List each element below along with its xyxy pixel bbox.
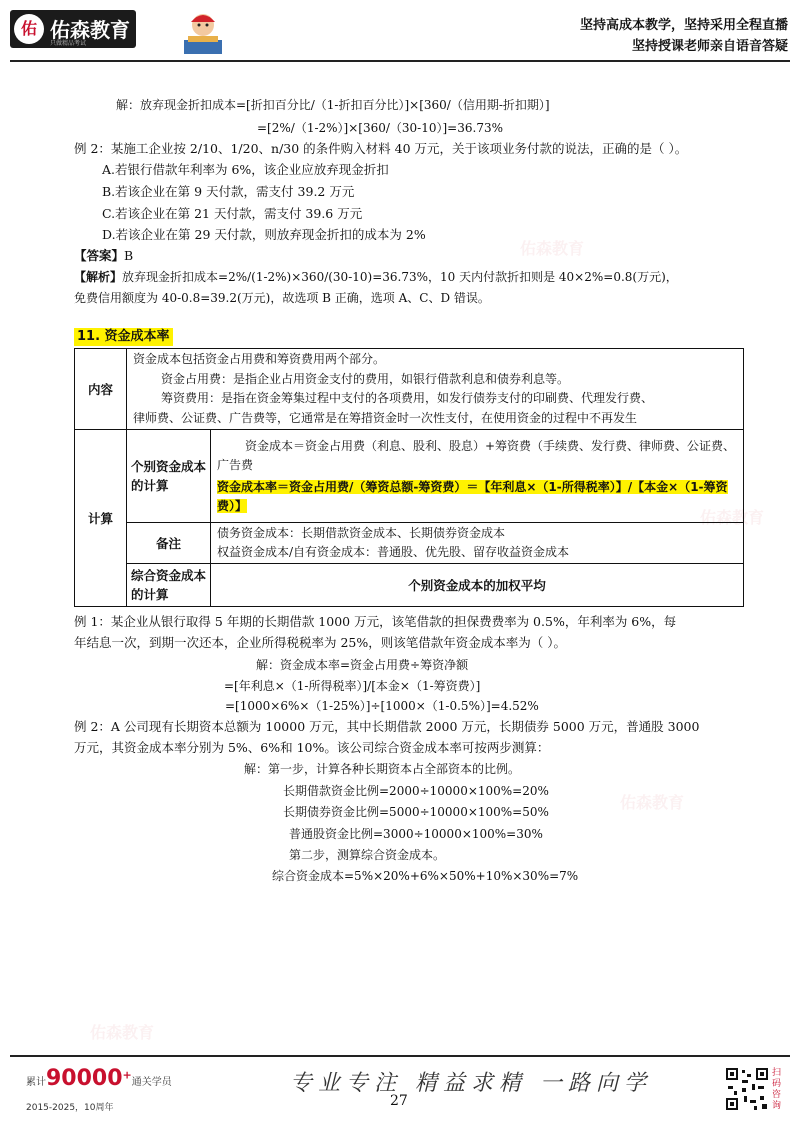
combined-value: 个别资金成本的加权平均 <box>211 564 744 607</box>
watermark: 佑森教育 <box>520 239 585 258</box>
content-line: 资金占用费：是指企业占用资金支付的费用，如银行借款利息和债券利息等。 <box>161 371 570 386</box>
individual-definition: 资金成本＝资金占用费（利息、股利、股息）+筹资费（手续费、发行费、律师费、公证费、广告费 <box>217 438 736 472</box>
section-title: 11. 资金成本率 <box>74 328 173 346</box>
solution-line: 第二步，测算综合资金成本。 <box>289 848 446 862</box>
example-question: 例 1：某企业从银行取得 5 年期的长期借款 1000 万元，该笔借款的担保费费率为 0.5%，年利率为 6%，每 <box>74 614 677 629</box>
qr-code-icon <box>724 1066 770 1112</box>
content-cell <box>127 349 744 430</box>
analysis-line: 免费信用额度为 40-0.8=39.2(万元)，故选项 B 正确，选项 A、C、D 错误。 <box>74 291 490 305</box>
example-question: 例 2：A 公司现有长期资本总额为 10000 万元，其中长期借款 2000 万元，长期债券 5000 万元，普通股 3000 <box>74 719 700 734</box>
example-question: 万元，其资金成本率分别为 5%、6%和 10%。该公司综合资金成本率可按两步测算： <box>74 740 550 755</box>
brand-logo <box>10 10 136 48</box>
calc-label: 计算 <box>75 430 127 607</box>
note-line: 权益资金成本/自有资金成本：普通股、优先股、留存收益资金成本 <box>217 545 570 559</box>
page-number: 27 <box>390 1093 408 1109</box>
solution-line: 综合资金成本=5%×20%+6%×50%+10%×30%=7% <box>272 869 579 883</box>
cost-rate-table <box>74 348 744 607</box>
page-header <box>0 0 800 62</box>
table-row <box>75 523 744 564</box>
note-line: 债务资金成本：长期借款资金成本、长期债券资金成本 <box>217 526 506 540</box>
analysis-line <box>74 268 678 286</box>
qr-label: 扫码咨询 <box>772 1068 782 1111</box>
example-question: 例 2：某施工企业按 2/10、1/20、n/30 的条件购入材料 40 万元，关于该项业务付款的说法，正确的是（ ）。 <box>74 141 688 156</box>
table-row <box>75 430 744 523</box>
table-row <box>75 564 744 607</box>
learner-count <box>26 1066 172 1091</box>
note-label: 备注 <box>127 523 211 564</box>
solution-line: 解：放弃现金折扣成本=[折扣百分比/（1-折扣百分比）]×[360/（信用期-折扣期）] <box>116 98 550 112</box>
option-c: C.若该企业在第 21 天付款，需支付 39.6 万元 <box>102 206 363 221</box>
solution-line: 解：资金成本率=资金占用费÷筹资净额 <box>256 658 469 672</box>
note-cell <box>211 523 744 564</box>
solution-line: 解：第一步，计算各种长期资本占全部资本的比例。 <box>244 762 521 776</box>
content-line: 资金成本包括资金占用费和筹资费用两个部分。 <box>133 352 386 366</box>
count-suffix: 通关学员 <box>131 1077 172 1088</box>
analysis-text: 放弃现金折扣成本=2%/(1-2%)×360/(30-10)=36.73%，10 天内付款折扣则是 40×2%=0.8(万元)， <box>122 270 678 284</box>
answer-line <box>74 247 133 265</box>
solution-line: 长期借款资金比例=2000÷10000×100%=20% <box>283 784 549 798</box>
footer-divider <box>10 1055 790 1057</box>
formula-highlight: 资金成本率＝资金占用费/（筹资总额-筹资费）＝【年利息×（1-所得税率）】/【本金×（1-筹资费）】 <box>217 479 728 513</box>
solution-line: =[1000×6%×（1-25%）]÷[1000×（1-0.5%）]=4.52% <box>225 699 539 713</box>
watermark: 佑森教育 <box>90 1023 155 1042</box>
count-prefix: 累计 <box>26 1077 46 1088</box>
footer-slogan: 专业专注 精益求精 一路向学 <box>290 1071 652 1096</box>
option-a: A.若银行借款年利率为 6%，该企业应放弃现金折扣 <box>102 162 389 177</box>
watermark: 佑森教育 <box>620 793 685 812</box>
solution-line: =[年利息×（1-所得税率）]/[本金×（1-筹资费）] <box>224 679 481 693</box>
combined-label: 综合资金成本的计算 <box>127 564 211 607</box>
header-slogan-1: 坚持高成本教学，坚持采用全程直播 <box>579 18 788 33</box>
solution-line: 长期债券资金比例=5000÷10000×100%=50% <box>283 805 549 819</box>
logo-mark-icon: 佑 <box>14 14 44 44</box>
content-label: 内容 <box>75 349 127 430</box>
content-line: 筹资费用：是指在资金筹集过程中支付的各项费用，如发行债券支付的印刷费、代理发行费、 <box>161 391 654 405</box>
individual-formula <box>217 478 739 516</box>
logo-text: 佑森教育 <box>50 18 130 42</box>
mascot-icon <box>178 8 228 56</box>
option-b: B.若该企业在第 9 天付款，需支付 39.2 万元 <box>102 184 355 199</box>
answer-label: 【答案】 <box>74 248 125 263</box>
header-divider <box>10 60 790 62</box>
answer-value: B <box>124 248 134 263</box>
header-slogan-2: 坚持授课老师亲自语音答疑 <box>631 39 788 54</box>
content-line: 律师费、公证费、广告费等，它通常是在筹措资金时一次性支付，在使用资金的过程中不再发生 <box>133 410 638 425</box>
individual-label: 个别资金成本的计算 <box>127 430 211 523</box>
watermark: 佑森教育 <box>700 508 765 527</box>
count-number: 90000 <box>46 1066 123 1091</box>
option-d: D.若该企业在第 29 天付款，则放弃现金折扣的成本为 2% <box>102 227 426 242</box>
anniversary-text: 2015-2025，10周年 <box>26 1103 114 1113</box>
count-plus: + <box>122 1068 132 1082</box>
logo-subtitle: 只做精品考试 <box>50 40 87 47</box>
individual-cell <box>211 430 744 523</box>
solution-line: =[2%/（1-2%）]×[360/（30-10）]=36.73% <box>257 121 503 135</box>
analysis-label: 【解析】 <box>74 270 123 284</box>
solution-line: 普通股资金比例=3000÷10000×100%=30% <box>289 827 543 841</box>
table-row <box>75 349 744 430</box>
example-question: 年结息一次，到期一次还本，企业所得税税率为 25%，则该笔借款年资金成本率为（ ）。 <box>74 635 566 650</box>
